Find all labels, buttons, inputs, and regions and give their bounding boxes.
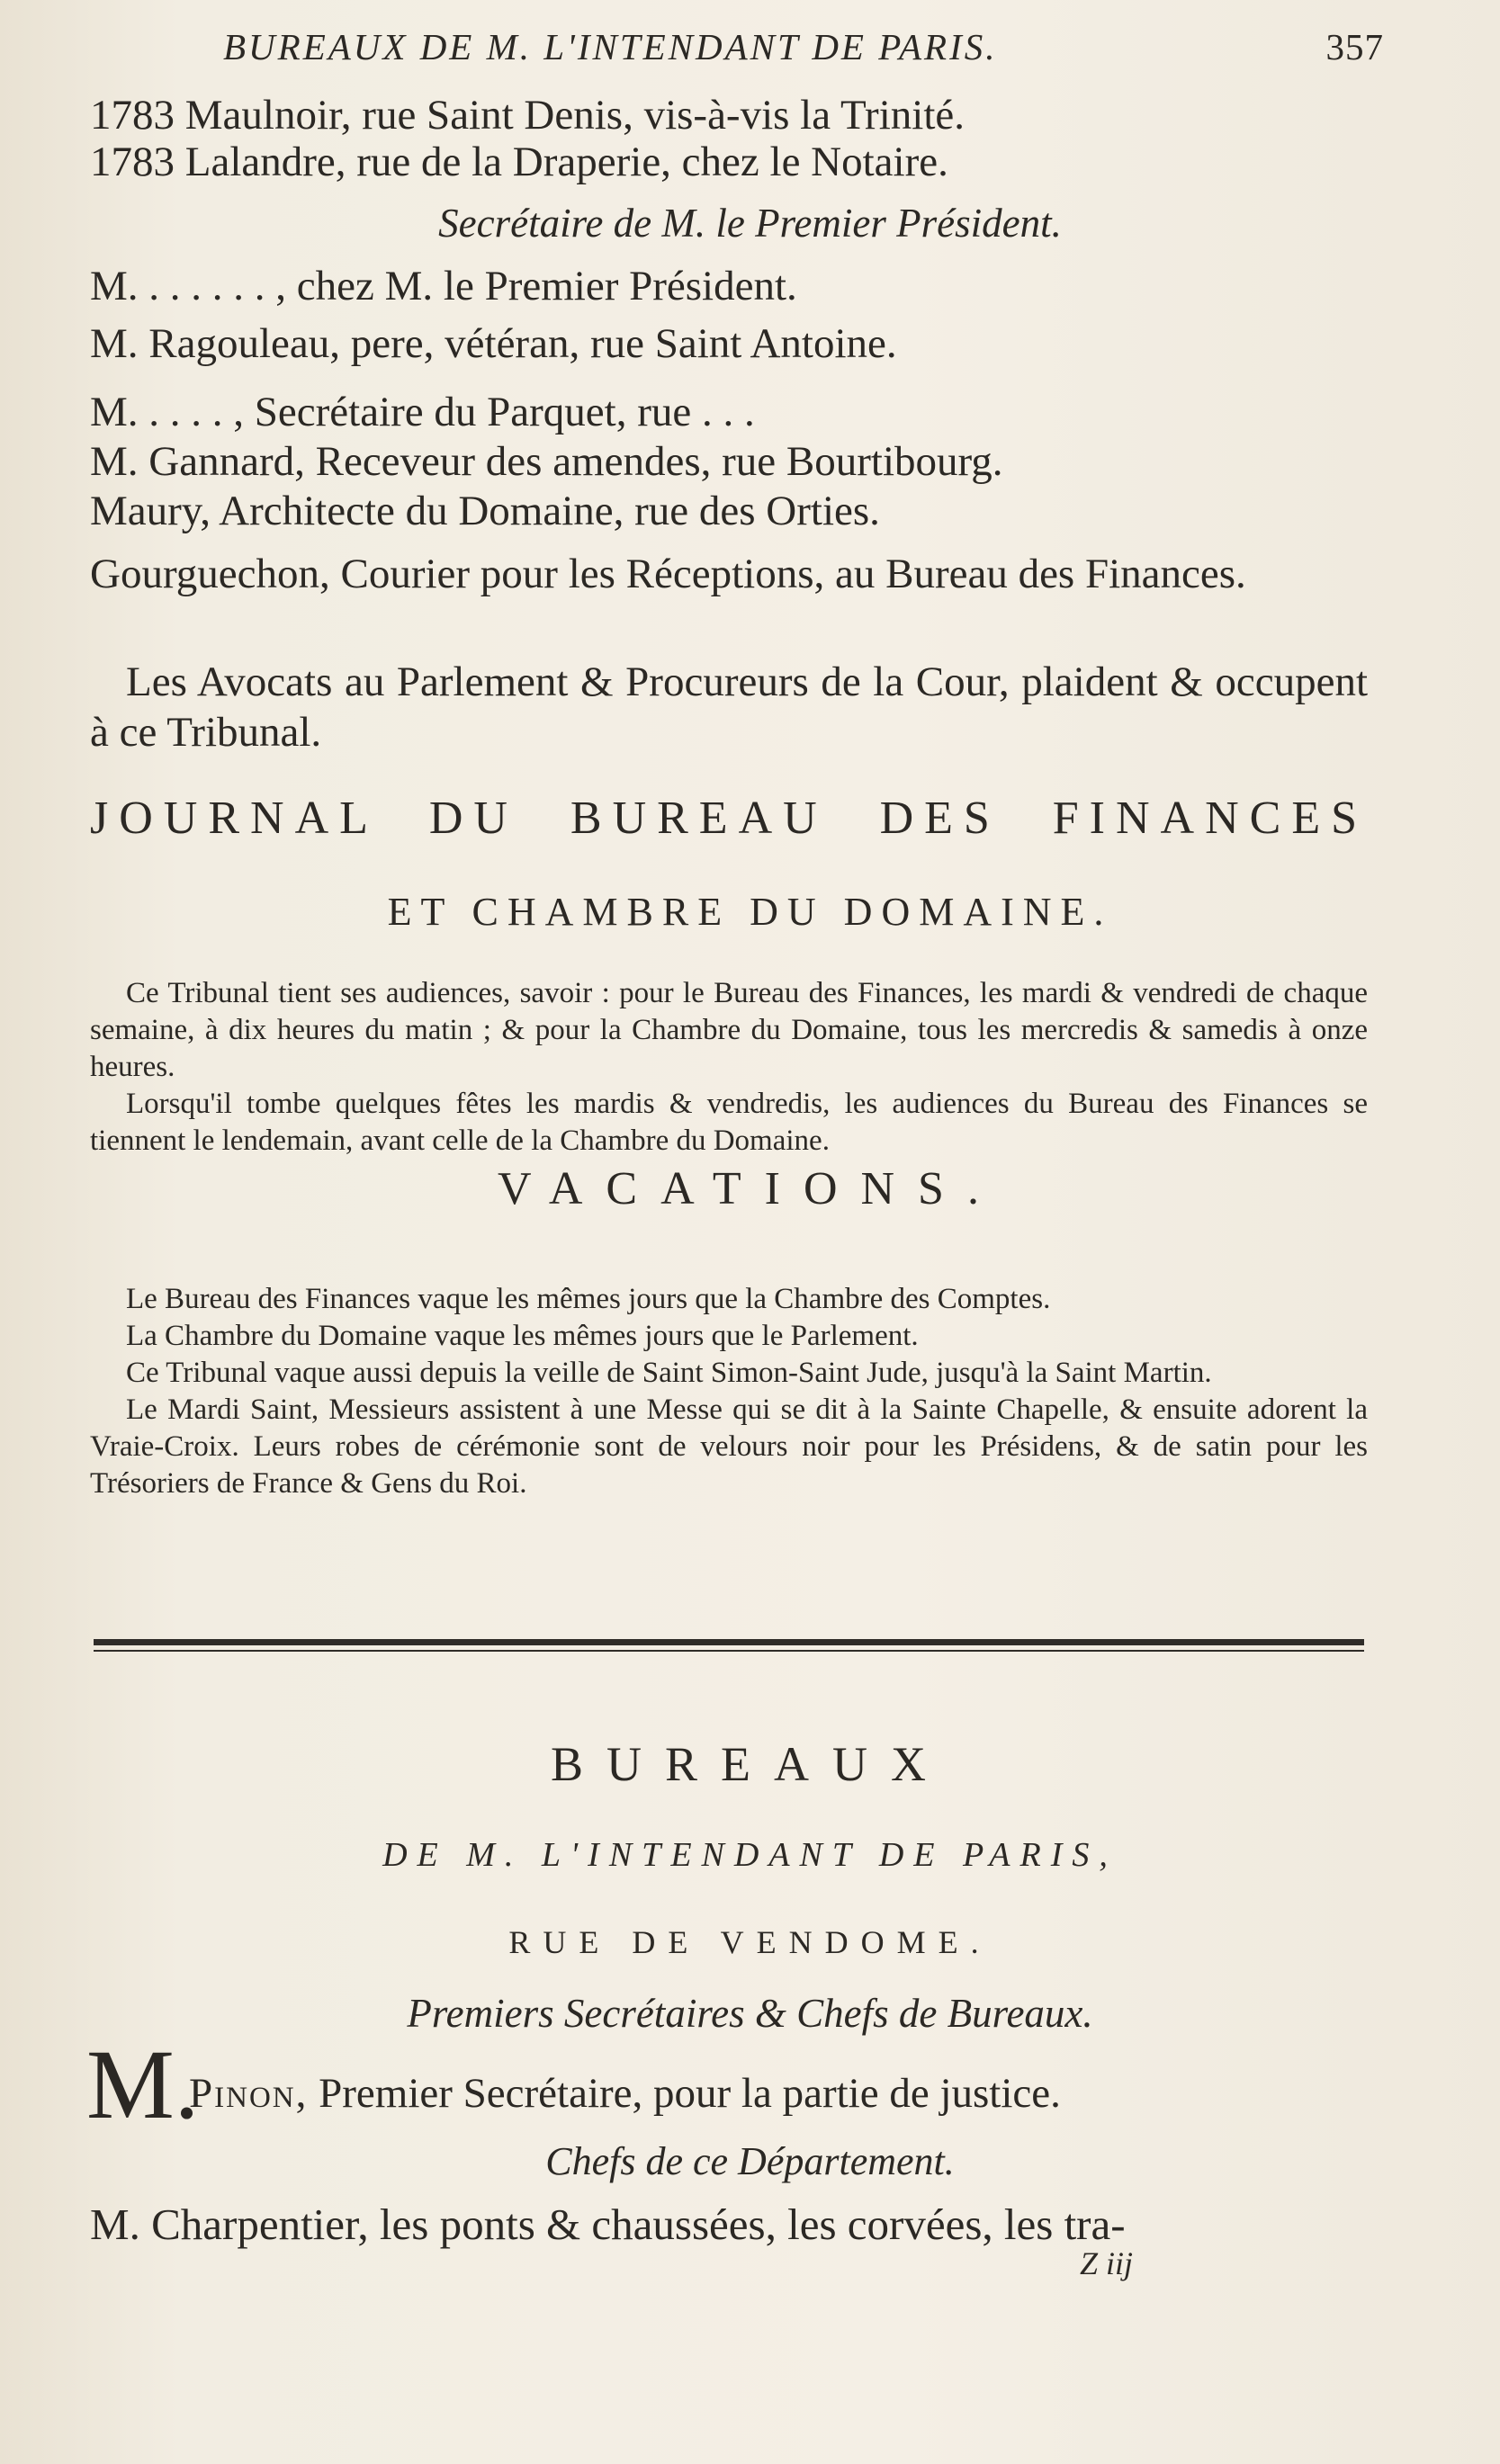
chefs-heading: Chefs de ce Département. [545, 2139, 955, 2183]
vacations-text [90, 1281, 1368, 1502]
journal-paragraph: Lorsqu'il tombe quelques fêtes les mardis & vendredis, les audiences du Bureau des Finances se tiennent le lendemain, avant celle de la Chambre du Domaine. [90, 1088, 1368, 1157]
pinon-role: Premier Secrétaire, pour la partie de justice. [319, 2070, 1061, 2117]
journal-paragraph: Ce Tribunal tient ses audiences, savoir : pour le Bureau des Finances, les mardi & vendredi de chaque semaine, à dix heures du matin ; & pour la Chambre du Domaine, tous les mercredis & samedis à onze heures. [90, 977, 1368, 1083]
journal-text [90, 975, 1368, 1160]
bureaux-subheading: DE M. L'INTENDANT DE PARIS, [382, 1836, 1118, 1874]
running-head-title: BUREAUX DE M. L'INTENDANT DE PARIS. [223, 26, 998, 67]
journal-heading: JOURNAL DU BUREAU DES FINANCES [90, 793, 1368, 844]
charpentier-entry: M. Charpentier, les ponts & chaussées, les corvées, les tra- [90, 2200, 1126, 2249]
avocats-note: Les Avocats au Parlement & Procureurs de la Cour, plaident & occupent à ce Tribunal. [90, 659, 1368, 756]
signature-mark: Z iij [1080, 2245, 1134, 2281]
vacations-paragraph: Le Mardi Saint, Messieurs assistent à une Messe qui se dit à la Sainte Chapelle, & ensuite adorent la Vraie-Croix. Leurs robes de cérémonie sont de velours noir pour les Présidens, & de satin pour les Trésoriers de France & Gens du Roi. [90, 1393, 1368, 1500]
officer-line: M. . . . . , Secrétaire du Parquet, rue . . . [90, 389, 755, 435]
entry-lalandre: 1783 Lalandre, rue de la Draperie, chez le Notaire. [90, 139, 948, 185]
officer-line: Maury, Architecte du Domaine, rue des Orties. [90, 488, 880, 534]
journal-subheading: ET CHAMBRE DU DOMAINE. [387, 890, 1113, 934]
pinon-name: Pinon, [189, 2070, 309, 2117]
drop-cap: M. [86, 2029, 200, 2139]
pinon-entry [189, 2069, 1061, 2118]
vacations-paragraph: Ce Tribunal vaque aussi depuis la veille de Saint Simon-Saint Jude, jusqu'à la Saint Martin. [126, 1357, 1212, 1389]
page-number: 357 [1325, 26, 1384, 67]
vacations-paragraph: La Chambre du Domaine vaque les mêmes jours que le Parlement. [126, 1320, 919, 1352]
bureaux-section-title: Premiers Secrétaires & Chefs de Bureaux. [407, 1991, 1093, 2036]
vacations-heading: VACATIONS. [498, 1163, 1002, 1214]
officer-line: M. . . . . . . , chez M. le Premier Président. [90, 263, 797, 309]
bureaux-address: RUE DE VENDOME. [508, 1924, 992, 1960]
vacations-paragraph: Le Bureau des Finances vaque les mêmes jours que la Chambre des Comptes. [126, 1283, 1051, 1315]
officer-line: M. Ragouleau, pere, vétéran, rue Saint Antoine. [90, 320, 897, 367]
section-divider [94, 1639, 1364, 1652]
secretaire-heading: Secrétaire de M. le Premier Président. [438, 201, 1062, 246]
gourguechon-entry: Gourguechon, Courier pour les Réceptions, au Bureau des Finances. [90, 551, 1246, 597]
bureaux-heading: BUREAUX [550, 1737, 949, 1791]
running-head [223, 25, 1384, 79]
entry-maulnoir: 1783 Maulnoir, rue Saint Denis, vis-à-vis la Trinité. [90, 92, 965, 139]
officer-line: M. Gannard, Receveur des amendes, rue Bourtibourg. [90, 438, 1003, 485]
